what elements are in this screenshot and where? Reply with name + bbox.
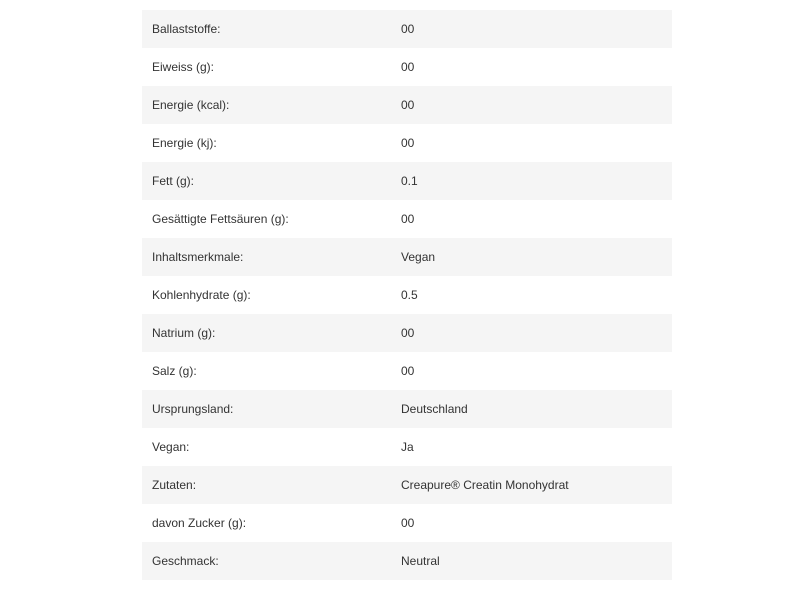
spec-value: 0.5 — [401, 288, 418, 302]
spec-value: Deutschland — [401, 402, 468, 416]
spec-label: Salz (g): — [152, 364, 197, 378]
product-spec-table — [142, 10, 672, 580]
spec-row-eiweiss — [142, 48, 672, 86]
spec-value: Neutral — [401, 554, 440, 568]
spec-value: 00 — [401, 212, 415, 226]
spec-row-geschmack — [142, 542, 672, 580]
spec-value: 00 — [401, 98, 415, 112]
spec-value: Vegan — [401, 250, 436, 264]
spec-row-gesaettigte-fettsaeuren — [142, 200, 672, 238]
spec-label: Geschmack: — [152, 554, 219, 568]
spec-value: 00 — [401, 326, 415, 340]
spec-label: Fett (g): — [152, 174, 195, 188]
spec-value: 0.1 — [401, 174, 418, 188]
spec-label: davon Zucker (g): — [152, 516, 247, 530]
spec-row-davon-zucker — [142, 504, 672, 542]
spec-row-energie-kcal — [142, 86, 672, 124]
spec-row-kohlenhydrate — [142, 276, 672, 314]
spec-value: 00 — [401, 60, 415, 74]
spec-row-natrium — [142, 314, 672, 352]
spec-label: Energie (kj): — [152, 136, 217, 150]
spec-value: Ja — [401, 440, 414, 454]
spec-row-fett — [142, 162, 672, 200]
spec-value: 00 — [401, 136, 415, 150]
spec-label: Eiweiss (g): — [152, 60, 215, 74]
spec-label: Kohlenhydrate (g): — [152, 288, 251, 302]
spec-label: Ballaststoffe: — [152, 22, 221, 36]
spec-value: 00 — [401, 22, 415, 36]
spec-row-salz — [142, 352, 672, 390]
spec-row-ursprungsland — [142, 390, 672, 428]
spec-label: Inhaltsmerkmale: — [152, 250, 244, 264]
spec-row-zutaten — [142, 466, 672, 504]
spec-label: Energie (kcal): — [152, 98, 230, 112]
spec-label: Natrium (g): — [152, 326, 216, 340]
spec-value: 00 — [401, 516, 415, 530]
spec-label: Zutaten: — [152, 478, 197, 492]
spec-label: Ursprungsland: — [152, 402, 234, 416]
spec-label: Vegan: — [152, 440, 190, 454]
spec-row-energie-kj — [142, 124, 672, 162]
spec-label: Gesättigte Fettsäuren (g): — [152, 212, 289, 226]
spec-row-ballaststoffe — [142, 10, 672, 48]
spec-row-vegan — [142, 428, 672, 466]
spec-row-inhaltsmerkmale — [142, 238, 672, 276]
spec-value: 00 — [401, 364, 415, 378]
spec-value: Creapure® Creatin Monohydrat — [401, 478, 569, 492]
